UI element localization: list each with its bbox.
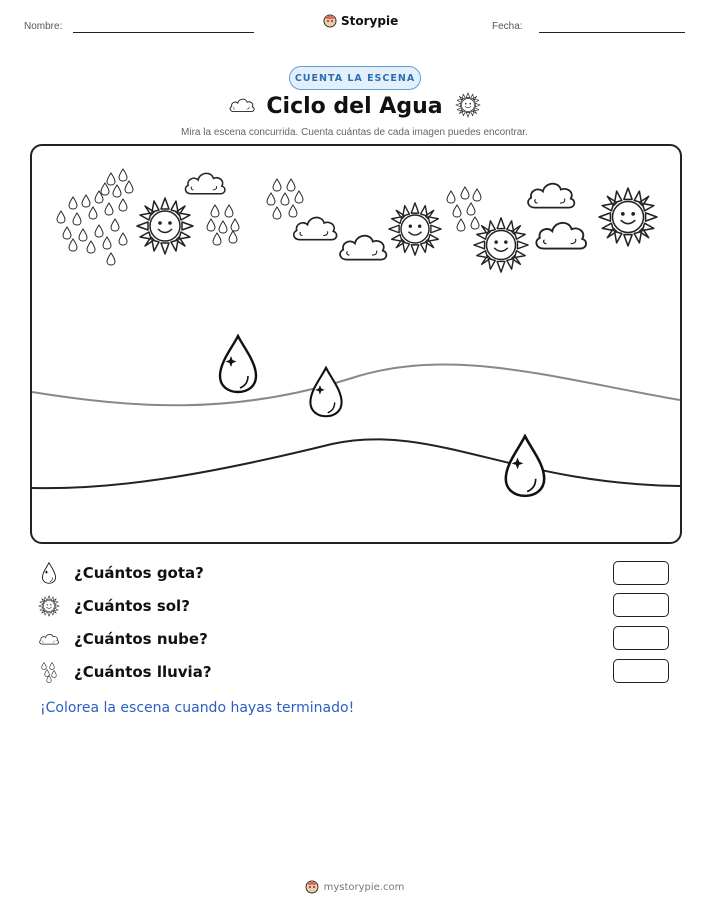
answer-box[interactable]	[613, 626, 669, 650]
coloring-note: ¡Colorea la escena cuando hayas terminado!	[40, 700, 355, 716]
sun-icon	[389, 203, 441, 255]
storypie-logo-icon	[323, 14, 337, 28]
page-title	[0, 92, 709, 119]
rain-cluster-3	[267, 179, 303, 219]
answer-box[interactable]	[613, 561, 669, 585]
question-text: ¿Cuántos lluvia?	[74, 663, 212, 681]
name-line[interactable]	[73, 32, 254, 33]
hill-line-top	[32, 364, 680, 405]
title-text: Ciclo del Agua	[266, 94, 443, 119]
storypie-logo-icon	[305, 880, 319, 894]
rain-cluster-4	[447, 187, 481, 231]
answer-box[interactable]	[613, 659, 669, 683]
answer-box[interactable]	[613, 593, 669, 617]
brand	[323, 14, 398, 28]
date-line[interactable]	[539, 32, 685, 33]
footer	[0, 880, 709, 894]
rain-cluster-1	[57, 169, 133, 265]
drop-icon	[220, 336, 256, 392]
subtitle: Mira la escena concurrida. Cuenta cuántas de cada imagen puedes encontrar.	[181, 127, 528, 138]
drop-icon	[38, 562, 60, 584]
scene-panel	[30, 144, 682, 544]
scene-illustration	[32, 146, 680, 542]
rain-icon	[38, 661, 60, 683]
badge: CUENTA LA ESCENA	[289, 66, 421, 90]
cloud-icon	[528, 184, 574, 208]
drop-icon	[506, 436, 544, 496]
footer-url[interactable]: mystorypie.com	[323, 881, 405, 893]
hill-line-bottom	[32, 439, 680, 488]
date-label: Fecha:	[492, 21, 523, 32]
question-row	[38, 560, 678, 586]
question-row	[38, 659, 678, 685]
rain-cluster-2	[207, 205, 239, 245]
drop-icon	[310, 368, 341, 417]
question-row	[38, 626, 678, 652]
cloud-icon	[340, 236, 386, 260]
name-label: Nombre:	[24, 21, 63, 32]
question-text: ¿Cuántos sol?	[74, 597, 190, 615]
sun-icon	[38, 595, 60, 617]
cloud-icon	[228, 95, 256, 115]
cloud-icon	[185, 173, 224, 193]
cloud-icon	[294, 218, 337, 240]
cloud-icon	[536, 223, 586, 249]
cloud-icon	[38, 628, 60, 650]
question-row	[38, 593, 678, 619]
sun-icon	[455, 92, 481, 118]
question-text: ¿Cuántos gota?	[74, 564, 204, 582]
sun-icon	[474, 218, 528, 272]
question-text: ¿Cuántos nube?	[74, 630, 208, 648]
brand-name: Storypie	[341, 14, 399, 28]
sun-icon	[599, 188, 657, 246]
sun-icon	[137, 198, 193, 254]
